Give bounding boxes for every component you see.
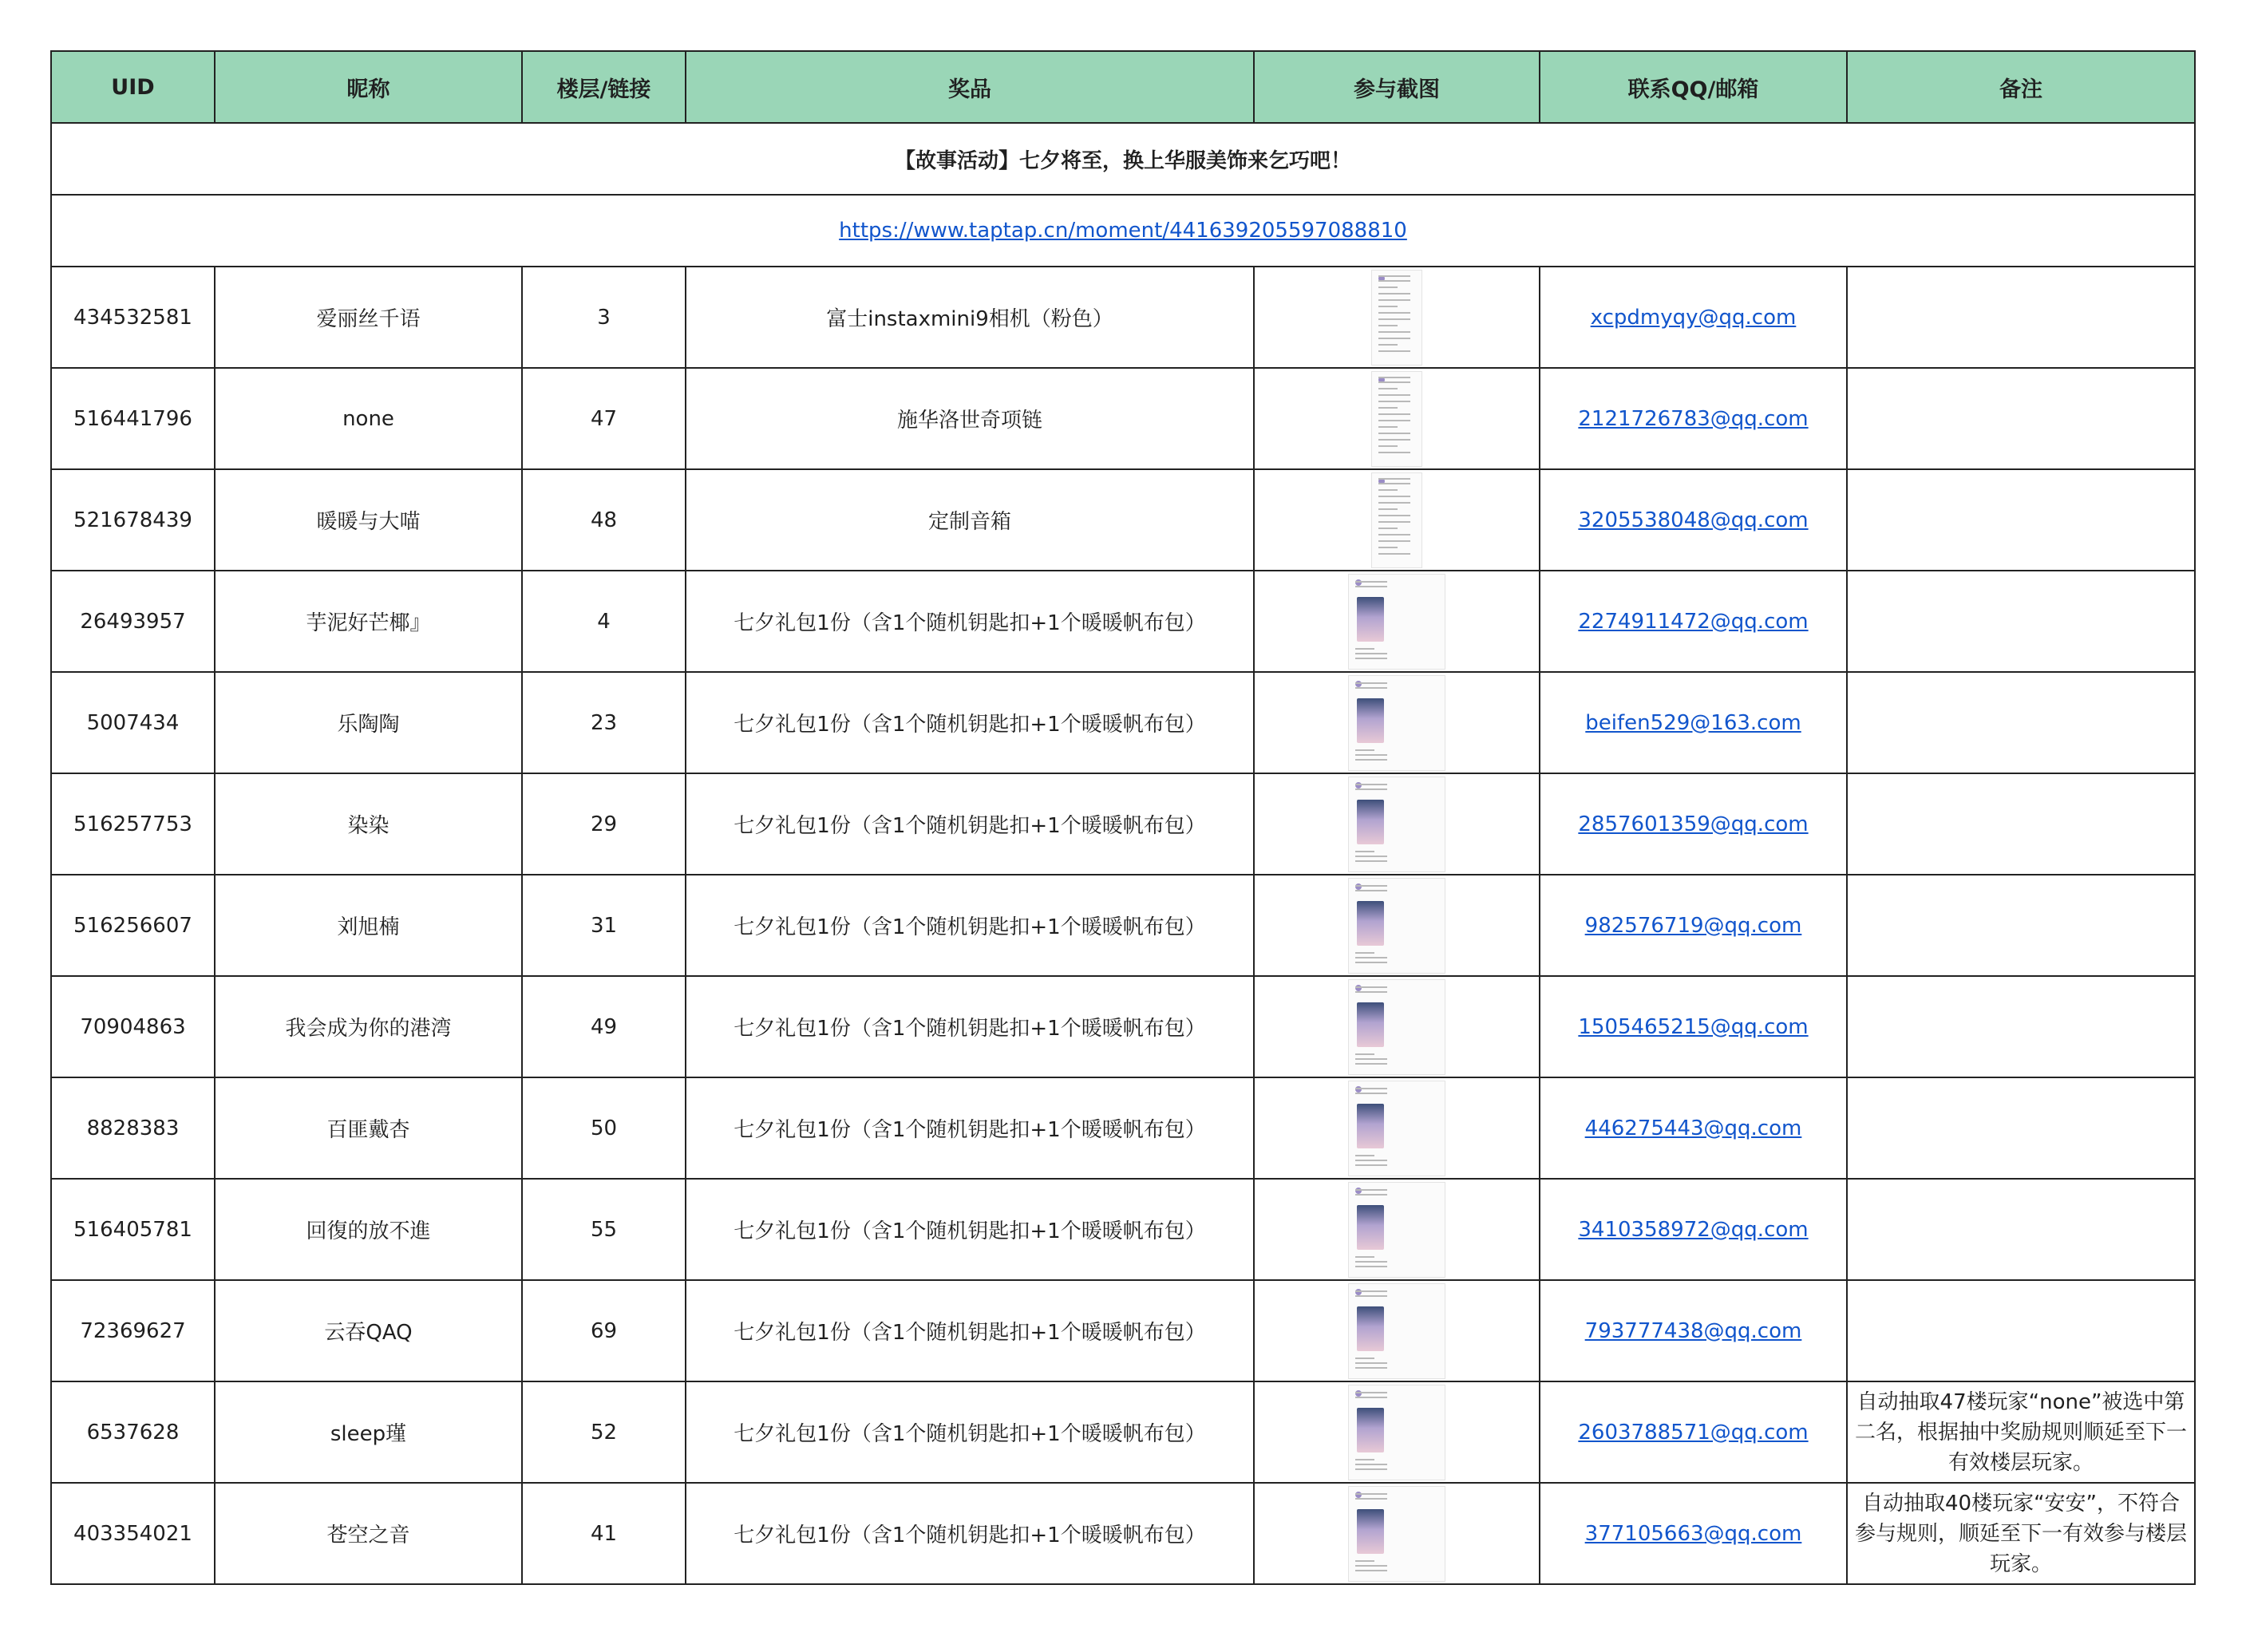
thumbnail-text-line: [1355, 851, 1374, 852]
cell-uid: 6537628: [51, 1381, 215, 1483]
thumbnail-image: [1357, 800, 1384, 844]
cell-floor: 29: [522, 773, 686, 875]
thumbnail-text-line: [1355, 749, 1374, 751]
cell-nickname: 云吞QAQ: [215, 1280, 522, 1381]
cell-prize: 七夕礼包1份（含1个随机钥匙扣+1个暖暖帆布包）: [686, 1483, 1254, 1584]
event-link[interactable]: https://www.taptap.cn/moment/441639205597088810: [839, 219, 1407, 243]
thumbnail-text-line: [1378, 344, 1398, 346]
contact-email-link[interactable]: 2857601359@qq.com: [1578, 812, 1809, 836]
thumbnail-text-line: [1355, 991, 1387, 993]
cell-floor: 52: [522, 1381, 686, 1483]
thumbnail-text-line: [1378, 553, 1410, 555]
thumbnail-text-line: [1378, 325, 1398, 326]
contact-email-link[interactable]: 1505465215@qq.com: [1578, 1014, 1809, 1039]
thumbnail-text-line: [1378, 388, 1398, 389]
thumbnail-image: [1357, 1509, 1384, 1554]
screenshot-thumbnail[interactable]: [1348, 777, 1445, 872]
cell-uid: 434532581: [51, 267, 215, 368]
cell-screenshot: [1254, 1381, 1540, 1483]
thumbnail-text-line: [1378, 547, 1398, 548]
screenshot-thumbnail[interactable]: [1348, 574, 1445, 670]
thumbnail-text-line: [1378, 413, 1410, 415]
cell-contact: [1540, 976, 1847, 1077]
cell-floor: 23: [522, 672, 686, 773]
table-row: [51, 1077, 2195, 1179]
event-link-cell: [51, 195, 2195, 267]
thumbnail-text-line: [1355, 890, 1387, 891]
cell-floor: 41: [522, 1483, 686, 1584]
thumbnail-text-line: [1355, 1290, 1387, 1292]
thumbnail-text-line: [1355, 687, 1387, 689]
cell-uid: 521678439: [51, 469, 215, 571]
cell-note: [1847, 1077, 2195, 1179]
thumbnail-text-line: [1378, 540, 1410, 542]
cell-contact: [1540, 469, 1847, 571]
cell-contact: [1540, 672, 1847, 773]
thumbnail-text-line: [1355, 856, 1387, 857]
thumbnail-text-line: [1355, 1468, 1387, 1470]
thumbnail-text-line: [1355, 1560, 1374, 1562]
cell-floor: 49: [522, 976, 686, 1077]
cell-nickname: none: [215, 368, 522, 469]
cell-uid: 516257753: [51, 773, 215, 875]
cell-nickname: 苍空之音: [215, 1483, 522, 1584]
cell-screenshot: [1254, 267, 1540, 368]
thumbnail-text-line: [1355, 1266, 1387, 1267]
thumbnail-text-line: [1355, 1261, 1387, 1263]
thumbnail-text-line: [1355, 860, 1387, 862]
cell-screenshot: [1254, 469, 1540, 571]
cell-uid: 70904863: [51, 976, 215, 1077]
cell-prize: 施华洛世奇项链: [686, 368, 1254, 469]
thumbnail-text-line: [1355, 1459, 1374, 1460]
thumbnail-image: [1357, 1002, 1384, 1047]
cell-prize: 富士instaxmini9相机（粉色）: [686, 267, 1254, 368]
thumbnail-text-line: [1355, 1063, 1387, 1065]
thumbnail-text-line: [1355, 1464, 1387, 1465]
thumbnail-text-line: [1355, 1053, 1374, 1055]
thumbnail-text-line: [1355, 1565, 1387, 1567]
thumbnail-text-line: [1378, 293, 1410, 294]
cell-note: [1847, 368, 2195, 469]
thumbnail-text-line: [1378, 452, 1410, 453]
thumbnail-text-line: [1378, 502, 1410, 504]
cell-screenshot: [1254, 1280, 1540, 1381]
cell-nickname: sleep瑾: [215, 1381, 522, 1483]
cell-contact: [1540, 368, 1847, 469]
cell-note: [1847, 773, 2195, 875]
thumbnail-text-line: [1355, 952, 1374, 954]
cell-nickname: 百匪戴杏: [215, 1077, 522, 1179]
contact-email-link[interactable]: 3410358972@qq.com: [1578, 1217, 1809, 1242]
thumbnail-text-line: [1378, 420, 1410, 421]
table-row: [51, 875, 2195, 976]
thumbnail-text-line: [1378, 401, 1410, 402]
screenshot-thumbnail[interactable]: [1371, 371, 1422, 467]
thumbnail-text-line: [1378, 275, 1410, 277]
thumbnail-text-line: [1355, 1493, 1387, 1495]
thumbnail-text-line: [1355, 1164, 1387, 1166]
cell-floor: 50: [522, 1077, 686, 1179]
table-row: [51, 672, 2195, 773]
contact-email-link[interactable]: 377105663@qq.com: [1584, 1521, 1802, 1546]
cell-nickname: 染染: [215, 773, 522, 875]
cell-prize: 七夕礼包1份（含1个随机钥匙扣+1个暖暖帆布包）: [686, 1179, 1254, 1280]
thumbnail-text-line: [1378, 534, 1410, 536]
thumbnail-text-line: [1355, 658, 1387, 659]
thumbnail-text-line: [1378, 350, 1410, 352]
thumbnail-text-line: [1378, 318, 1410, 320]
thumbnail-text-line: [1355, 986, 1387, 988]
cell-floor: 31: [522, 875, 686, 976]
thumbnail-text-line: [1355, 1160, 1387, 1161]
cell-note: [1847, 976, 2195, 1077]
contact-email-link[interactable]: beifen529@163.com: [1585, 710, 1801, 735]
screenshot-thumbnail[interactable]: [1371, 472, 1422, 568]
thumbnail-text-line: [1378, 433, 1410, 434]
screenshot-thumbnail[interactable]: [1348, 1486, 1445, 1582]
cell-prize: 定制音箱: [686, 469, 1254, 571]
cell-uid: 5007434: [51, 672, 215, 773]
cell-screenshot: [1254, 672, 1540, 773]
cell-nickname: 芋泥好芒椰』: [215, 571, 522, 672]
thumbnail-image: [1357, 1408, 1384, 1452]
cell-uid: 8828383: [51, 1077, 215, 1179]
thumbnail-text-line: [1355, 1392, 1387, 1393]
thumbnail-text-line: [1355, 1367, 1387, 1369]
cell-floor: 47: [522, 368, 686, 469]
thumbnail-text-line: [1355, 788, 1387, 790]
cell-note: [1847, 267, 2195, 368]
cell-prize: 七夕礼包1份（含1个随机钥匙扣+1个暖暖帆布包）: [686, 1381, 1254, 1483]
thumbnail-text-line: [1355, 1189, 1387, 1191]
cell-screenshot: [1254, 1483, 1540, 1584]
contact-email-link[interactable]: 2121726783@qq.com: [1578, 406, 1809, 431]
thumbnail-image: [1357, 901, 1384, 946]
table-row: [51, 1381, 2195, 1483]
cell-prize: 七夕礼包1份（含1个随机钥匙扣+1个暖暖帆布包）: [686, 875, 1254, 976]
thumbnail-text-line: [1378, 299, 1410, 301]
table-row: [51, 773, 2195, 875]
thumbnail-image: [1357, 597, 1384, 642]
cell-uid: 26493957: [51, 571, 215, 672]
thumbnail-text-line: [1378, 489, 1398, 491]
cell-note: [1847, 1179, 2195, 1280]
table-row: [51, 976, 2195, 1077]
thumbnail-text-line: [1355, 1498, 1387, 1500]
thumbnail-text-line: [1355, 648, 1374, 650]
thumbnail-text-line: [1355, 1155, 1374, 1156]
thumbnail-text-line: [1355, 962, 1387, 963]
thumbnail-text-line: [1378, 521, 1410, 523]
thumbnail-text-line: [1378, 407, 1398, 409]
cell-prize: 七夕礼包1份（含1个随机钥匙扣+1个暖暖帆布包）: [686, 672, 1254, 773]
thumbnail-text-line: [1378, 439, 1410, 441]
contact-email-link[interactable]: 446275443@qq.com: [1584, 1116, 1802, 1140]
table-row: [51, 1280, 2195, 1381]
header-contact: 联系QQ/邮箱: [1540, 51, 1847, 123]
cell-note: [1847, 1280, 2195, 1381]
thumbnail-text-line: [1378, 331, 1410, 333]
cell-note: 自动抽取47楼玩家“none”被选中第二名，根据抽中奖励规则顺延至下一有效楼层玩家。: [1847, 1381, 2195, 1483]
thumbnail-image: [1357, 1205, 1384, 1250]
table-row: [51, 469, 2195, 571]
thumbnail-text-line: [1355, 1093, 1387, 1094]
cell-note: [1847, 875, 2195, 976]
cell-contact: [1540, 1077, 1847, 1179]
table-row: [51, 368, 2195, 469]
thumbnail-text-line: [1378, 445, 1398, 447]
cell-contact: [1540, 571, 1847, 672]
cell-note: 自动抽取40楼玩家“安安”，不符合参与规则，顺延至下一有效参与楼层玩家。: [1847, 1483, 2195, 1584]
cell-nickname: 刘旭楠: [215, 875, 522, 976]
cell-screenshot: [1254, 875, 1540, 976]
thumbnail-text-line: [1355, 1397, 1387, 1398]
screenshot-thumbnail[interactable]: [1348, 1081, 1445, 1176]
thumbnail-text-line: [1378, 528, 1398, 529]
cell-uid: 516441796: [51, 368, 215, 469]
thumbnail-text-line: [1355, 1570, 1387, 1571]
cell-contact: [1540, 1381, 1847, 1483]
screenshot-thumbnail[interactable]: [1348, 675, 1445, 771]
cell-contact: [1540, 1483, 1847, 1584]
cell-prize: 七夕礼包1份（含1个随机钥匙扣+1个暖暖帆布包）: [686, 1280, 1254, 1381]
event-link-row: [51, 195, 2195, 267]
thumbnail-text-line: [1355, 1295, 1387, 1297]
thumbnail-text-line: [1378, 338, 1410, 339]
thumbnail-text-line: [1355, 1358, 1374, 1359]
contact-email-link[interactable]: 2274911472@qq.com: [1578, 609, 1809, 634]
cell-screenshot: [1254, 1077, 1540, 1179]
cell-uid: 403354021: [51, 1483, 215, 1584]
header-row: [51, 51, 2195, 123]
table-row: [51, 267, 2195, 368]
cell-contact: [1540, 1280, 1847, 1381]
table-row: [51, 1483, 2195, 1584]
cell-uid: 516405781: [51, 1179, 215, 1280]
thumbnail-text-line: [1378, 496, 1410, 497]
cell-contact: [1540, 1179, 1847, 1280]
table-row: [51, 571, 2195, 672]
thumbnail-text-line: [1378, 483, 1410, 484]
cell-note: [1847, 672, 2195, 773]
header-note: 备注: [1847, 51, 2195, 123]
thumbnail-text-line: [1355, 653, 1387, 654]
thumbnail-text-line: [1355, 754, 1387, 756]
cell-prize: 七夕礼包1份（含1个随机钥匙扣+1个暖暖帆布包）: [686, 571, 1254, 672]
cell-contact: [1540, 267, 1847, 368]
header-nickname: 昵称: [215, 51, 522, 123]
cell-contact: [1540, 773, 1847, 875]
thumbnail-text-line: [1378, 426, 1398, 428]
thumbnail-text-line: [1378, 478, 1410, 480]
cell-nickname: 暖暖与大喵: [215, 469, 522, 571]
thumbnail-text-line: [1355, 784, 1387, 785]
event-title-row: [51, 123, 2195, 195]
thumbnail-text-line: [1378, 508, 1398, 510]
screenshot-thumbnail[interactable]: [1348, 1283, 1445, 1379]
cell-nickname: 爱丽丝千语: [215, 267, 522, 368]
cell-note: [1847, 469, 2195, 571]
thumbnail-text-line: [1355, 1362, 1387, 1364]
cell-nickname: 我会成为你的港湾: [215, 976, 522, 1077]
winners-table: [50, 50, 2196, 1585]
cell-note: [1847, 571, 2195, 672]
header-uid: UID: [51, 51, 215, 123]
cell-screenshot: [1254, 773, 1540, 875]
cell-screenshot: [1254, 1179, 1540, 1280]
screenshot-thumbnail[interactable]: [1348, 979, 1445, 1075]
screenshot-thumbnail[interactable]: [1348, 1385, 1445, 1480]
thumbnail-text-line: [1378, 394, 1410, 396]
cell-floor: 4: [522, 571, 686, 672]
spreadsheet: [50, 50, 2194, 1585]
thumbnail-image: [1357, 1306, 1384, 1351]
cell-screenshot: [1254, 368, 1540, 469]
event-title: 【故事活动】七夕将至，换上华服美饰来乞巧吧！: [51, 123, 2195, 195]
header-prize: 奖品: [686, 51, 1254, 123]
thumbnail-text-line: [1355, 586, 1387, 587]
header-screenshot: 参与截图: [1254, 51, 1540, 123]
thumbnail-text-line: [1355, 581, 1387, 583]
thumbnail-text-line: [1378, 280, 1410, 282]
thumbnail-text-line: [1378, 381, 1410, 383]
thumbnail-text-line: [1378, 287, 1398, 288]
cell-floor: 55: [522, 1179, 686, 1280]
cell-prize: 七夕礼包1份（含1个随机钥匙扣+1个暖暖帆布包）: [686, 1077, 1254, 1179]
thumbnail-text-line: [1378, 312, 1410, 314]
thumbnail-image: [1357, 698, 1384, 743]
table-row: [51, 1179, 2195, 1280]
thumbnail-image: [1357, 1104, 1384, 1148]
cell-nickname: 回復的放不進: [215, 1179, 522, 1280]
cell-screenshot: [1254, 571, 1540, 672]
contact-email-link[interactable]: 3205538048@qq.com: [1578, 508, 1809, 532]
thumbnail-text-line: [1378, 377, 1410, 378]
contact-email-link[interactable]: xcpdmyqy@qq.com: [1590, 305, 1797, 330]
thumbnail-text-line: [1378, 306, 1398, 307]
thumbnail-text-line: [1355, 1194, 1387, 1196]
cell-screenshot: [1254, 976, 1540, 1077]
cell-prize: 七夕礼包1份（含1个随机钥匙扣+1个暖暖帆布包）: [686, 773, 1254, 875]
cell-prize: 七夕礼包1份（含1个随机钥匙扣+1个暖暖帆布包）: [686, 976, 1254, 1077]
thumbnail-text-line: [1378, 515, 1410, 516]
cell-uid: 516256607: [51, 875, 215, 976]
header-floor: 楼层/链接: [522, 51, 686, 123]
thumbnail-text-line: [1355, 957, 1387, 958]
contact-email-link[interactable]: 982576719@qq.com: [1584, 913, 1802, 938]
cell-uid: 72369627: [51, 1280, 215, 1381]
thumbnail-text-line: [1355, 1088, 1387, 1089]
thumbnail-text-line: [1355, 759, 1387, 761]
thumbnail-text-line: [1355, 682, 1387, 684]
cell-contact: [1540, 875, 1847, 976]
cell-floor: 3: [522, 267, 686, 368]
thumbnail-text-line: [1355, 1058, 1387, 1060]
screenshot-thumbnail[interactable]: [1348, 878, 1445, 974]
screenshot-thumbnail[interactable]: [1348, 1182, 1445, 1278]
thumbnail-text-line: [1355, 1256, 1374, 1258]
contact-email-link[interactable]: 2603788571@qq.com: [1578, 1420, 1809, 1445]
screenshot-thumbnail[interactable]: [1371, 270, 1422, 366]
cell-floor: 48: [522, 469, 686, 571]
cell-nickname: 乐陶陶: [215, 672, 522, 773]
thumbnail-text-line: [1355, 885, 1387, 887]
contact-email-link[interactable]: 793777438@qq.com: [1584, 1318, 1802, 1343]
cell-floor: 69: [522, 1280, 686, 1381]
